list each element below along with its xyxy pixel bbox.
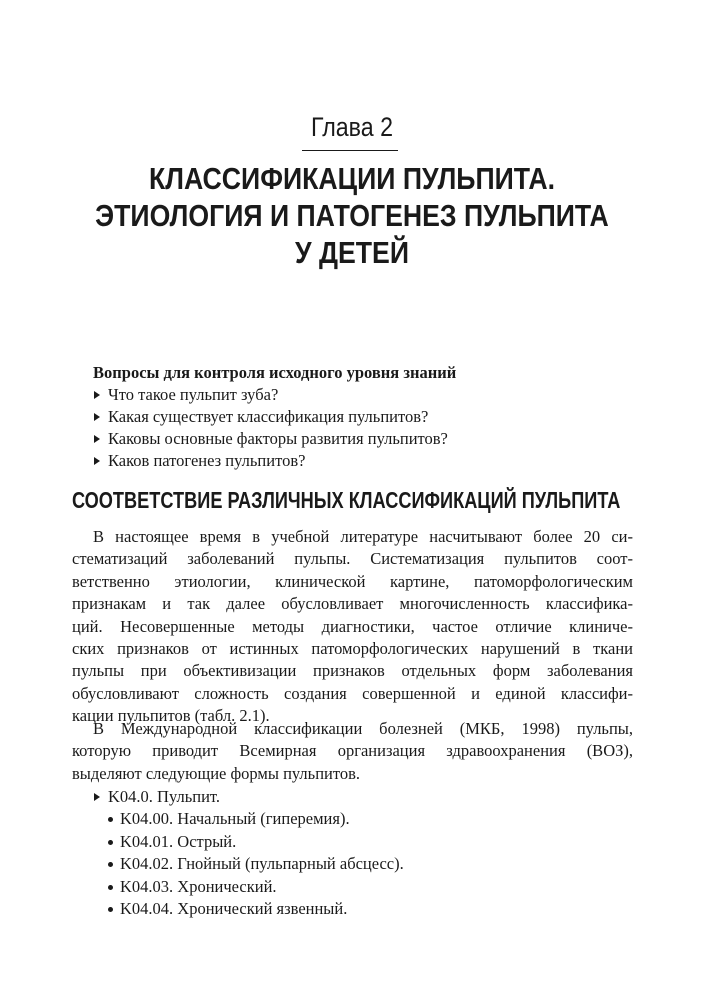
triangle-bullet-icon <box>94 793 100 801</box>
dot-bullet-icon <box>108 885 113 890</box>
icd-code-list <box>72 786 632 920</box>
chapter-title <box>49 160 654 271</box>
icd-sub-code <box>72 808 632 830</box>
code-text: K04.01. Острый. <box>120 831 237 851</box>
section-heading: СООТВЕТСТВИЕ РАЗЛИЧНЫХ КЛАССИФИКАЦИЙ ПУЛЬПИТА <box>72 487 621 513</box>
text-line: признакам и так далее обусловливает многочисленность классифика- <box>72 594 633 614</box>
text-line: которую приводит Всемирная организация здравоохранения (ВОЗ), <box>72 741 633 761</box>
question-item <box>93 384 633 406</box>
code-text: K04.04. Хронический язвенный. <box>120 899 348 919</box>
icd-sub-code <box>72 831 632 853</box>
triangle-bullet-icon <box>94 391 100 399</box>
paragraph-classifications <box>72 526 633 728</box>
questions-heading: Вопросы для контроля исходного уровня знаний <box>93 363 457 382</box>
text-line: ций. Несовершенные методы диагностики, частое отличие клиниче- <box>72 616 633 636</box>
dot-bullet-icon <box>108 907 113 912</box>
text-line: В Международной классификации болезней (МКБ, 1998) пульпы, <box>93 719 633 738</box>
text-line: обусловливают сложность создания совершенной и единой классифи- <box>72 683 633 703</box>
icd-main-code <box>72 786 632 808</box>
code-text: K04.02. Гнойный (пульпарный абсцесс). <box>120 854 404 874</box>
question-item <box>93 428 633 450</box>
text-line: выделяют следующие формы пульпитов. <box>72 763 361 783</box>
chapter-underline <box>302 150 398 151</box>
text-line: пульпы при объективизации признаков отдельных форм заболевания <box>72 661 633 681</box>
question-text: Какая существует классификация пульпитов? <box>108 407 429 426</box>
code-text: K04.00. Начальный (гиперемия). <box>120 809 350 829</box>
text-line: ских признаков от истинных патоморфологических нарушений в ткани <box>72 639 633 659</box>
code-text: K04.0. Пульпит. <box>108 787 220 806</box>
text-line: ветственно этиологии, клинической картине, патоморфологическим <box>72 571 633 591</box>
chapter-title-line: У ДЕТЕЙ <box>294 235 410 270</box>
triangle-bullet-icon <box>94 413 100 421</box>
icd-sub-code <box>72 876 632 898</box>
icd-sub-code <box>72 898 632 920</box>
control-questions <box>93 362 633 472</box>
chapter-label: Глава 2 <box>310 112 394 142</box>
question-text: Каковы основные факторы развития пульпитов? <box>108 429 448 448</box>
question-text: Каков патогенез пульпитов? <box>108 451 306 470</box>
question-item <box>93 406 633 428</box>
dot-bullet-icon <box>108 817 113 822</box>
triangle-bullet-icon <box>94 435 100 443</box>
chapter-title-line: ЭТИОЛОГИЯ И ПАТОГЕНЕЗ ПУЛЬПИТА <box>95 198 609 233</box>
text-line: кации пульпитов (табл. 2.1). <box>72 706 270 726</box>
question-text: Что такое пульпит зуба? <box>108 385 279 404</box>
text-line: В настоящее время в учебной литературе насчитывают более 20 си- <box>93 527 633 546</box>
dot-bullet-icon <box>108 840 113 845</box>
chapter-title-line: КЛАССИФИКАЦИИ ПУЛЬПИТА. <box>148 161 556 196</box>
dot-bullet-icon <box>108 862 113 867</box>
triangle-bullet-icon <box>94 457 100 465</box>
code-text: K04.03. Хронический. <box>120 876 277 896</box>
text-line: стематизаций заболеваний пульпы. Систематизация пульпитов соот- <box>72 549 633 569</box>
question-item <box>93 450 633 472</box>
paragraph-icd <box>72 718 633 785</box>
icd-sub-code <box>72 853 632 875</box>
